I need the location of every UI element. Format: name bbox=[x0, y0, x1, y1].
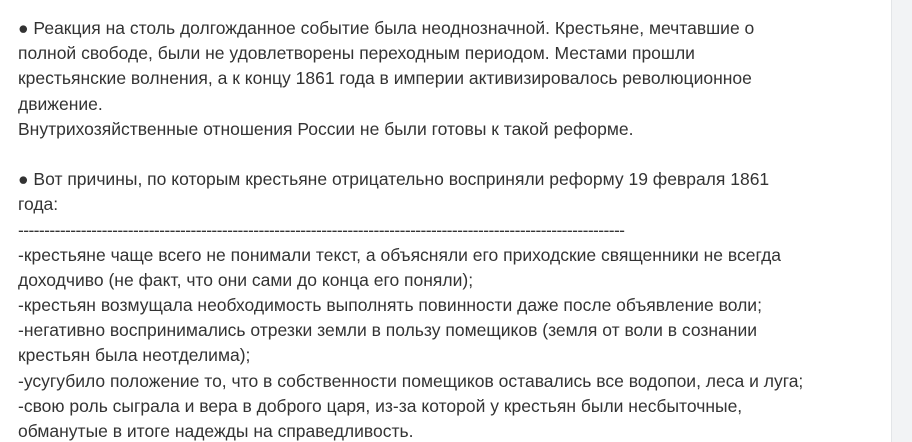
list-item-line: -негативно воспринимались отрезки земли в пользу помещиков (земля от воли в сознании bbox=[18, 320, 758, 341]
list-item-line: -крестьяне чаще всего не понимали текст, а объясняли его приходские священники не всегда bbox=[18, 244, 782, 265]
paragraph-reasons-intro bbox=[18, 167, 868, 217]
dashed-separator: -------------------------------------------------------------------------------------------------------------------- bbox=[18, 219, 625, 240]
list-item-line: -крестьян возмущала необходимость выполнять повинности даже после объявление воли; bbox=[18, 295, 762, 316]
reasons-list bbox=[18, 243, 868, 442]
paragraph-reaction bbox=[18, 16, 868, 142]
text-line: полной свободе, были не удовлетворены переходным периодом. Местами прошли bbox=[18, 43, 695, 64]
list-item-line: -усугубило положение то, что в собственности помещиков оставались все водопои, леса и луга; bbox=[18, 370, 804, 391]
text-line: крестьянские волнения, а к концу 1861 года в империи активизировалось революционное bbox=[18, 68, 752, 89]
list-item-line: обманутые в итоге надежды на справедливость. bbox=[18, 421, 414, 441]
text-line: года: bbox=[18, 194, 59, 215]
list-item-line: доходчиво (не факт, что они сами до конца его поняли); bbox=[18, 269, 474, 290]
list-item-line: -свою роль сыграла и вера в доброго царя, из-за которой у крестьян были несбыточные, bbox=[18, 395, 743, 416]
article-text bbox=[18, 16, 868, 442]
paragraph-gap bbox=[18, 142, 868, 167]
side-panel bbox=[891, 0, 912, 442]
list-item-line: крестьян была неотделима); bbox=[18, 345, 251, 366]
text-line: ● Вот причины, по которым крестьяне отрицательно восприняли реформу 19 февраля 1861 bbox=[18, 169, 770, 190]
text-line: Внутрихозяйственные отношения России не были готовы к такой реформе. bbox=[18, 118, 634, 139]
text-line: ● Реакция на столь долгожданное событие была неоднозначной. Крестьяне, мечтавшие о bbox=[18, 18, 755, 38]
text-line: движение. bbox=[18, 93, 103, 114]
